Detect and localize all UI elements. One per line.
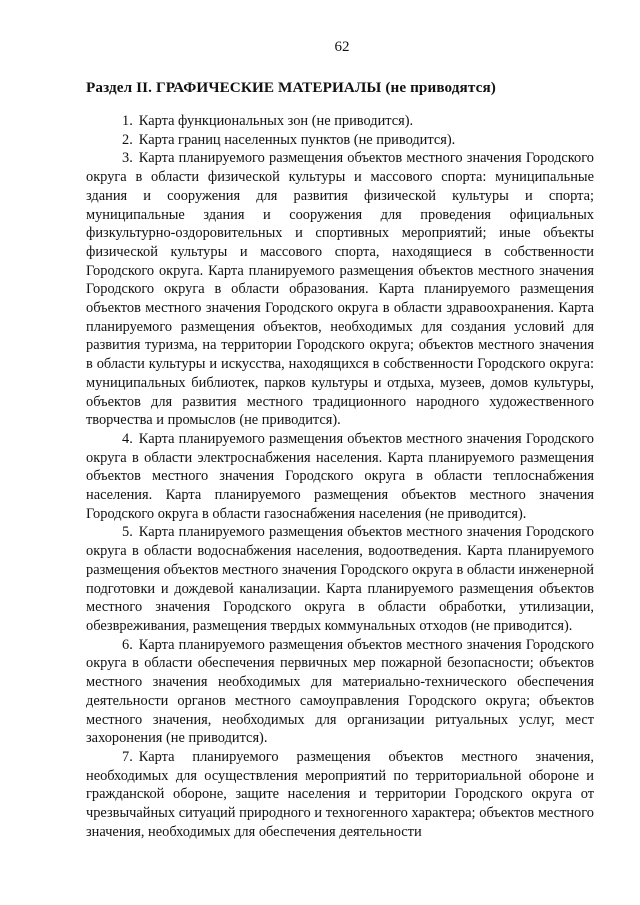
list-item [86, 149, 594, 430]
list-item [86, 748, 594, 842]
item-text: Карта границ населенных пунктов (не приводится). [138, 131, 456, 148]
section-title: Раздел II. ГРАФИЧЕСКИЕ МАТЕРИАЛЫ (не приводятся) [86, 79, 496, 96]
item-text: Карта функциональных зон (не приводится). [138, 113, 414, 129]
list-item [86, 430, 594, 524]
item-text: Карта планируемого размещения объектов местного значения Городского округа в области водоснабжения населения, водоотведения. Карта планируемого размещения объектов местного значения Городского округа в области инженерной подготовки и дождевой канализации. Карта планируемого размещения объектов местного значения Городского округа в области обработки, утилизации, обезвреживания, размещения твердых коммунальных отходов (не приводится). [86, 524, 594, 634]
item-number: 3. [122, 150, 133, 167]
item-number: 1. [122, 113, 133, 129]
item-list [86, 112, 594, 841]
item-text: Карта планируемого размещения объектов местного значения Городского округа в области обеспечения первичных мер пожарной безопасности; объектов местного значения необходимых для материально-технического обеспечения деятельности органов местного самоуправления Городского округа; объектов местного значения, необходимых для организации ритуальных услуг, мест захоронения (не приводится). [86, 636, 594, 747]
list-item [86, 636, 594, 748]
list-item [86, 131, 594, 150]
item-number: 6. [122, 636, 133, 653]
item-number: 7. [122, 748, 133, 765]
item-text: Карта планируемого размещения объектов местного значения Городского округа в области электроснабжения населения. Карта планируемого размещения объектов местного значения Городского округа в области теплоснабжения населения. Карта планируемого размещения объектов местного значения Городского округа в области газоснабжения населения (не приводится). [86, 430, 594, 522]
item-number: 5. [122, 524, 133, 541]
page-number: 62 [334, 39, 350, 55]
item-number: 2. [122, 131, 133, 148]
item-text: Карта планируемого размещения объектов местного значения Городского округа в области физической культуры и массового спорта: муниципальные здания и сооружения для развития физической культуры и спорта; муниципальные здания и сооружения для проведения официальных физкультурно-оздоровительных и спортивных мероприятий; иные объекты физической культуры и массового спорта, находящиеся в собственности Городского округа. Карта планируемого размещения объектов местного значения Городского округа в области образования. Карта планируемого размещения объектов местного значения Городского округа в области здравоохранения. Карта планируемого размещения объектов, необходимых для создания условий для развития туризма, на территории Городского округа; объектов местного значения в области культуры и искусства, находящихся в собственности Городского округа: муниципальных библиотек, парков культуры и отдыха, музеев, домов культуры, объектов для развития местного традиционного народного художественного творчества и промыслов (не приводится). [86, 150, 594, 429]
item-text: Карта планируемого размещения объектов местного значения, необходимых для осуществления мероприятий по территориальной обороне и гражданской обороне, защите населения и территории Городского округа от чрезвычайных ситуаций природного и техногенного характера; объектов местного значения, необходимых для обеспечения деятельности [86, 748, 594, 840]
item-number: 4. [122, 430, 133, 447]
list-item [86, 523, 594, 635]
list-item [86, 112, 594, 131]
